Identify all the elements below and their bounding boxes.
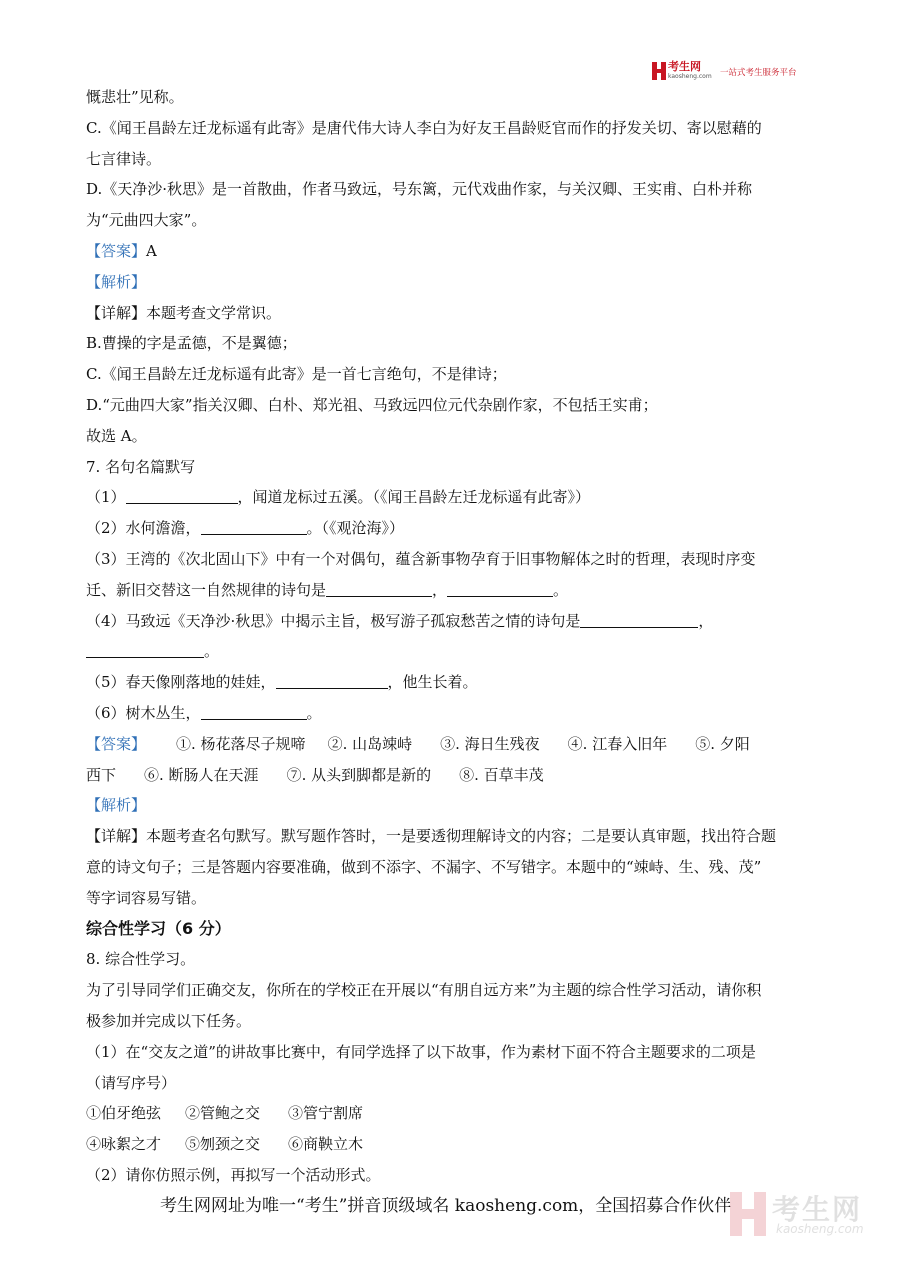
answer-tag: 【答案】 — [86, 241, 147, 260]
answer7-row-2 — [86, 760, 816, 791]
analysis-line — [86, 790, 816, 821]
fill-blank[interactable] — [447, 580, 553, 597]
answer-tag: 【答案】 — [86, 734, 147, 753]
q7-suffix: 。（《观沧海》） — [306, 519, 405, 538]
q7-item-5 — [86, 667, 816, 698]
options-row-1 — [86, 1098, 816, 1129]
option-item: ①伯牙绝弦 — [86, 1104, 162, 1123]
q7-suffix: ，他生长着。 — [387, 673, 478, 692]
fill-blank[interactable] — [126, 487, 238, 504]
text-line: D.“元曲四大家”指关汉卿、白朴、郑光祖、马致远四位元代杂剧作家，不包括王实甫； — [86, 395, 658, 414]
kaosheng-logo-icon — [652, 62, 666, 80]
page-footer: 考生网网址为唯一“考生”拼音顶级域名 kaosheng.com，全国招募合作伙伴 — [160, 1196, 732, 1216]
q7-prefix: （5）春天像刚落地的娃娃， — [86, 673, 276, 692]
option-item: ④咏絮之才 — [86, 1135, 162, 1154]
text-line: （请写序号） — [86, 1073, 177, 1092]
q7-suffix: 。 — [553, 580, 569, 599]
answer-line — [86, 236, 816, 267]
q7-separator: ， — [432, 580, 448, 599]
fill-blank[interactable] — [86, 641, 204, 658]
answer-item: ⑧. 百草丰茂 — [459, 765, 544, 784]
question-7-title: 7. 名句名篇默写 — [86, 457, 196, 476]
text-line: 【详解】本题考查文学常识。 — [86, 303, 282, 322]
text-line: D.《天净沙·秋思》是一首散曲，作者马致远，号东篱，元代戏曲作家，与关汉卿、王实甫、白朴并称 — [86, 180, 753, 199]
answer-item: ③. 海日生残夜 — [440, 734, 540, 753]
answer7-row-1 — [86, 729, 816, 760]
q7-prefix: （4）马致远《天净沙·秋思》中揭示主旨，极写游子孤寂愁苦之情的诗句是 — [86, 611, 581, 630]
answer-item: ④. 江春入旧年 — [567, 734, 668, 753]
answer-item: ⑤. 夕阳 — [695, 734, 750, 753]
q7-prefix: （1） — [86, 488, 126, 507]
q7-suffix: ，闻道龙标过五溪。（《闻王昌龄左迁龙标遥有此寄》） — [237, 488, 591, 507]
q7-prefix: 迁、新旧交替这一自然规律的诗句是 — [86, 580, 327, 599]
q7-item-3: （3）王湾的《次北固山下》中有一个对偶句，蕴含新事物孕育于旧事物解体之时的哲理，表现时序变 — [86, 549, 756, 568]
text-line: 【详解】本题考查名句默写。默写题作答时，一是要透彻理解诗文的内容；二是要认真审题，找出符合题 — [86, 827, 777, 846]
logo-domain: kaosheng.com — [668, 73, 712, 80]
text-line: 等字词容易写错。 — [86, 888, 207, 907]
text-line: 为“元曲四大家”。 — [86, 211, 207, 230]
watermark-text: 考生网 — [772, 1193, 863, 1226]
watermark-logo-icon — [730, 1192, 766, 1236]
q7-suffix: 。 — [204, 642, 220, 661]
q7-suffix: ， — [698, 611, 714, 630]
logo-slogan: 一站式考生服务平台 — [720, 68, 797, 78]
q7-item-3-cont — [86, 575, 816, 606]
header-logo — [652, 60, 822, 84]
answer-item: ①. 杨花落尽子规啼 — [176, 734, 306, 753]
text-line: 意的诗文句子；三是答题内容要准确，做到不添字、不漏字、不写错字。本题中的“竦峙、生、残、茂” — [86, 857, 762, 876]
answer-item: 西下 — [86, 765, 117, 784]
text-line: （2）请你仿照示例，再拟写一个活动形式。 — [86, 1165, 381, 1184]
option-item: ②管鲍之交 — [185, 1104, 261, 1123]
q7-item-2 — [86, 513, 816, 544]
analysis-tag: 【解析】 — [86, 796, 147, 815]
option-item: ⑤刎颈之交 — [185, 1135, 261, 1154]
answer-item: ⑥. 断肠人在天涯 — [144, 765, 259, 784]
answer-value: A — [146, 241, 157, 260]
q7-item-4-cont — [86, 636, 816, 667]
text-line: 七言律诗。 — [86, 149, 162, 168]
fill-blank[interactable] — [201, 703, 307, 720]
text-line: 故选 A。 — [86, 426, 147, 445]
q7-prefix: （2）水何澹澹， — [86, 519, 201, 538]
option-item: ⑥商鞅立木 — [288, 1135, 364, 1154]
q7-item-4 — [86, 606, 816, 637]
q7-item-1 — [86, 482, 816, 513]
text-line: C.《闻王昌龄左迁龙标遥有此寄》是唐代伟大诗人李白为好友王昌龄贬官而作的抒发关切、寄以慰藉的 — [86, 118, 762, 137]
text-line: C.《闻王昌龄左迁龙标遥有此寄》是一首七言绝句，不是律诗； — [86, 365, 507, 384]
document-body — [86, 82, 816, 1191]
q7-prefix: （6）树木丛生， — [86, 703, 201, 722]
text-line: 为了引导同学们正确交友，你所在的学校正在开展以“有朋自远方来”为主题的综合性学习活动，请你积 — [86, 981, 762, 1000]
question-8-title: 8. 综合性学习。 — [86, 950, 196, 969]
option-item: ③管宁割席 — [288, 1104, 364, 1123]
text-line: 极参加并完成以下任务。 — [86, 1011, 252, 1030]
answer-item: ②. 山岛竦峙 — [327, 734, 413, 753]
watermark-domain: kaosheng.com — [776, 1222, 864, 1236]
fill-blank[interactable] — [201, 518, 307, 535]
fill-blank[interactable] — [276, 672, 388, 689]
analysis-tag: 【解析】 — [86, 272, 147, 291]
analysis-line — [86, 267, 816, 298]
options-row-2 — [86, 1129, 816, 1160]
text-line: 慨悲壮”见称。 — [86, 88, 184, 106]
fill-blank[interactable] — [580, 611, 698, 628]
answer-item: ⑦. 从头到脚都是新的 — [286, 765, 432, 784]
q7-item-6 — [86, 698, 816, 729]
section-heading: 综合性学习（6 分） — [86, 918, 231, 938]
text-line: （1）在“交友之道”的讲故事比赛中，有同学选择了以下故事，作为素材下面不符合主题要求的二项是 — [86, 1042, 756, 1061]
logo-brand: 考生网 — [668, 60, 701, 73]
fill-blank[interactable] — [326, 580, 432, 597]
q7-suffix: 。 — [306, 703, 322, 722]
watermark — [722, 1188, 892, 1244]
text-line: B.曹操的字是孟德，不是翼德； — [86, 334, 297, 353]
